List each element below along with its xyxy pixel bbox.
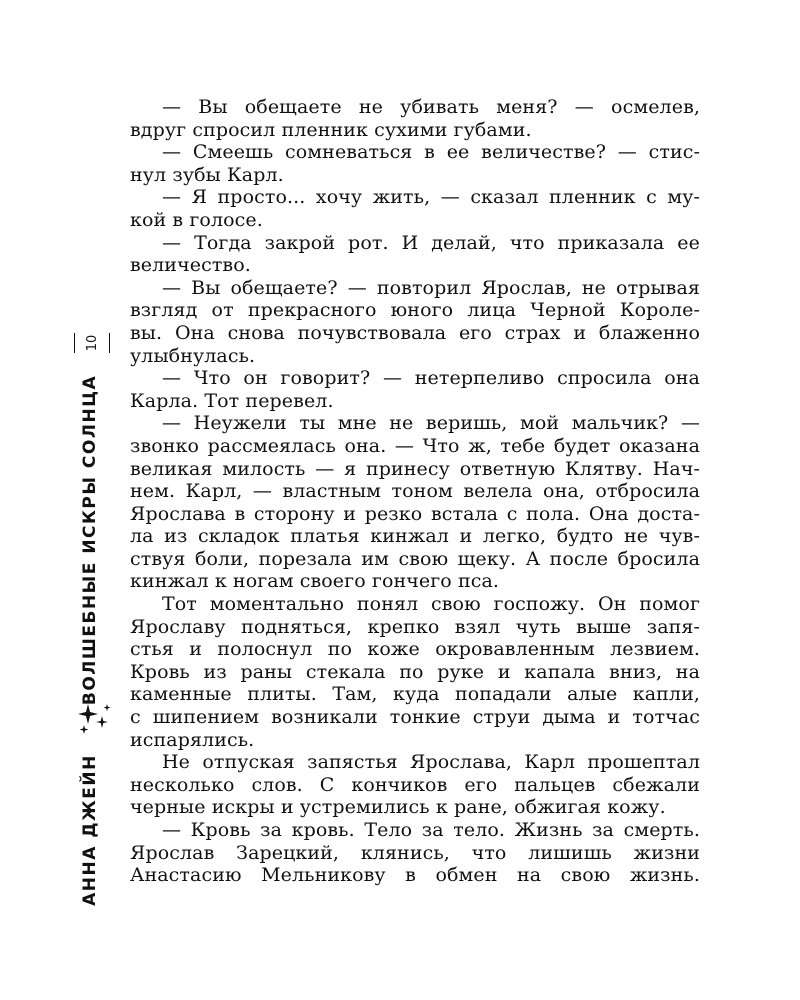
text-line: великая милость — я принесу ответную Клятву. Нач-: [130, 457, 700, 480]
text-line: величество.: [130, 254, 251, 277]
text-line: каменные плиты. Там, куда попадали алые капли,: [130, 683, 700, 706]
text-line: черные искры и устремились к ране, обжигая кожу.: [130, 796, 666, 819]
running-head-title: ВОЛШЕБНЫЕ ИСКРЫ СОЛНЦА: [80, 374, 100, 706]
text-line: стья и полоснул по коже окровавленным лезвием.: [130, 638, 700, 661]
text-line: — Вы обещаете? — повторил Ярослав, не отрывая: [162, 276, 700, 299]
text-line: Ярослава в сторону и резко встала с пола. Она доста-: [130, 502, 700, 525]
sparkles-icon: [74, 698, 114, 738]
text-line: испарялись.: [130, 728, 255, 751]
text-line: взгляд от прекрасного юного лица Черной Короле-: [130, 299, 700, 322]
text-line: ла из складок платья кинжал и легко, будто не чув-: [130, 525, 700, 548]
text-line: несколько слов. С кончиков его пальцев сбежали: [130, 773, 700, 796]
body-text: [130, 96, 700, 887]
text-line: Карла. Тот перевел.: [130, 389, 334, 412]
text-line: с шипением возникали тонкие струи дыма и тотчас: [130, 706, 700, 729]
text-line: Кровь из раны стекала по руке и капала вниз, на: [130, 660, 700, 683]
page-number: 10: [74, 333, 110, 353]
text-line: ствуя боли, порезала им свою щеку. А после бросила: [130, 547, 700, 570]
text-line: — Я просто... хочу жить, — сказал пленник с му-: [162, 186, 700, 209]
text-line: вы. Она снова почувствовала его страх и блаженно: [130, 321, 700, 344]
text-line: звонко рассмеялась она. — Что ж, тебе будет оказана: [130, 434, 700, 457]
text-line: — Вы обещаете не убивать меня? — осмелев,: [162, 96, 700, 118]
text-line: — Тогда закрой рот. И делай, что приказала ее: [162, 231, 700, 254]
text-line: — Кровь за кровь. Тело за тело. Жизнь за смерть.: [162, 819, 700, 841]
text-line: кинжал к ногам своего гончего пса.: [130, 570, 500, 593]
running-head-author: АННА ДЖЕЙН: [80, 754, 100, 906]
text-line: нем. Карл, — властным тоном велела она, отбросила: [130, 480, 700, 503]
text-line: вдруг спросил пленник сухими губами.: [130, 118, 532, 141]
text-line: Не отпуская запястья Ярослава, Карл прошептал: [162, 751, 700, 774]
text-line: — Что он говорит? — нетерпеливо спросила она: [162, 367, 700, 390]
text-line: — Смеешь сомневаться в ее величестве? — стис-: [162, 141, 700, 164]
text-line: Ярослав Зарецкий, клянись, что лишишь жизни: [130, 841, 700, 864]
text-line: нул зубы Карл.: [130, 163, 284, 186]
text-line: улыбнулась.: [130, 344, 256, 367]
text-line: Тот моментально понял свою госпожу. Он помог: [162, 593, 700, 616]
text-line: — Неужели ты мне не веришь, мой мальчик? —: [162, 412, 700, 435]
text-line: Ярославу подняться, крепко взял чуть выше запя-: [130, 615, 700, 638]
text-line: кой в голосе.: [130, 208, 263, 231]
text-line: Анастасию Мельникову в обмен на свою жизнь.: [130, 864, 700, 887]
